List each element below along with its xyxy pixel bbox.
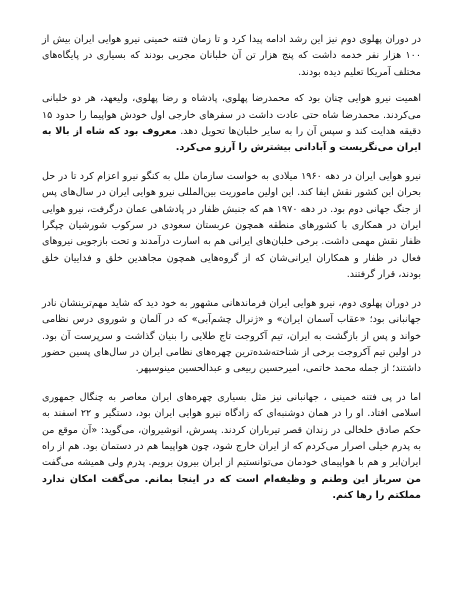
- paragraph-2-text: اهمیت نیرو هوایی چنان بود که محمدرضا پهلوی، پادشاه و رضا پهلوی، ولیعهد، هر دو خلبانی می‌کردند. محمدرضا شاه حتی عادت داشت در سفرهای خارجی اول خودش هواپیما را حدود ۱۵ دقیقه هدایت کند و سپس آن را به سایر خلبان‌ها تحویل دهد.: [42, 93, 421, 138]
- paragraph-4: [42, 296, 421, 378]
- paragraph-2-bold-text: معروف بود که شاه از بالا به ایران می‌نگریست و آبادانی بیشترش را آرزو می‌کرد.: [42, 126, 421, 154]
- paragraph-1-text: در دوران پهلوی دوم نیز این رشد ادامه پیدا کرد و تا زمان فتنه خمینی نیرو هوایی ایران بیش از ۱۰۰ هزار نفر خدمه داشت که پنج هزار تن آن خلبانان مجربی بودند که بسیاری در پایگاه‌های مختلف آمریکا تعلیم دیده بودند.: [42, 34, 421, 78]
- paragraph-5-bold-text: من سرباز این وطنم و وظیفه‌ام است که در اینجا بمانم. می‌گفت امکان ندارد مملکتم را رها کنم.: [42, 473, 421, 502]
- paragraph-3-text: نیرو هوایی ایران در دهه ۱۹۶۰ میلادی به خواست سازمان ملل به کنگو نیرو اعزام کرد تا در حل بحران این کشور نقش ایفا کند. این اولین ماموریت بین‌المللی نیرو هوایی ایران در سال‌های پس از جنگ جهانی دوم بود. در دهه ۱۹۷۰ هم که جنبش ظفار در پادشاهی عمان درگرفت، نیرو هوایی ایران در همکاری با کشورهای منطقه همچون عربستان سعودی در سرکوب شورشیان چپگرا ظفار نقش مهمی داشت. برخی خلبان‌های ایرانی هم به اسارت درآمدند و تحت بازجویی نیروهای فعال در ظفار و همکاران ایرانی‌شان که از گروه‌هایی همچون مجاهدین خلق و فداییان خلق بودند، قرار گرفتند.: [42, 170, 421, 281]
- paragraph-5-text: اما در پی فتنه خمینی ، جهانبانی نیز مثل بسیاری چهره‌های ایران معاصر به چنگال جمهوری اسلامی افتاد. او را در همان دوشنبه‌ای که زادگاه نیرو هوایی ایران بود، دستگیر و ۲۲ اسفند به حکم صادق خلخالی در زندان قصر تیرباران کردند. پسرش، انوشیروان، می‌گوید: «آن موقع من به پدرم خیلی اصرار می‌کردم که از ایران خارج شود، چون هواپیما هم در دستمان بود. هم از راه ایران‌ایر و هم با هواپیمای خودمان می‌توانستیم از ایران بیرون برویم. پدرم ولی همیشه می‌گفت: [42, 391, 422, 469]
- paragraph-5: [42, 390, 421, 505]
- paragraph-2: [42, 91, 421, 157]
- paragraph-1: [42, 32, 421, 81]
- paragraph-3: [42, 169, 421, 284]
- paragraph-4-text: در دوران پهلوی دوم، نیرو هوایی ایران فرماندهانی مشهور به خود دید که شاید مهم‌ترینشان نادر جهانبانی بود؛ «عقاب آسمان ایران» و «ژنرال چشم‌آبی» که در آلمان و شوروی درس نظامی خواند و پس از بازگشت به ایران، تیم آکروجت تاج طلایی را بنیان گذاشت و سرپرست آن بود. در اولین تیم آکروجت برخی از شناخته‌شده‌ترین چهره‌های نظامی ایران در سال‌های پسین حضور داشتند؛ از جمله محمد خاتمی، امیرحسین ربیعی و عبدالحسین مینوسپهر.: [42, 297, 421, 375]
